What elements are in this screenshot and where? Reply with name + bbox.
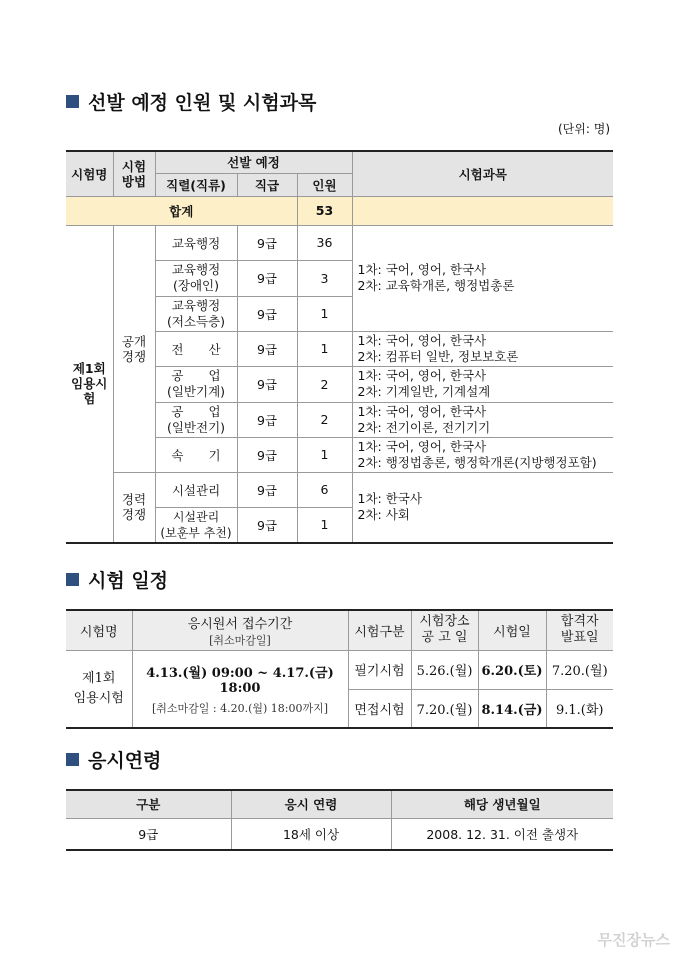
birth-cell: 2008. 12. 31. 이전 출생자: [391, 818, 613, 850]
grade-cell: 9급: [237, 296, 297, 331]
header-exam-name: 시험명: [66, 151, 113, 196]
type-cell: 면접시험: [348, 689, 411, 728]
section2-title: 시험 일정: [66, 566, 168, 593]
grade-cell: 9급: [237, 472, 297, 507]
square-bullet-icon: [66, 95, 79, 108]
grade-cell: 9급: [237, 366, 297, 402]
watermark: 무진장뉴스: [597, 931, 670, 949]
series-cell: 공 업 (일반기계): [155, 366, 237, 402]
header-type: 시험구분: [348, 610, 411, 650]
notice-cell: 7.20.(월): [411, 689, 478, 728]
age-table: [66, 789, 613, 851]
selection-table: [66, 150, 613, 544]
count-cell: 1: [297, 507, 352, 543]
header-grade: 직급: [237, 173, 297, 196]
count-cell: 1: [297, 437, 352, 472]
series-cell: 속 기: [155, 437, 237, 472]
period-cell: 4.13.(월) 09:00 ~ 4.17.(금) 18:00 [취소마감일 : 4.20.(월) 18:00까지]: [132, 650, 348, 728]
type-cell: 필기시험: [348, 650, 411, 689]
method-open-cell: 공개 경쟁: [113, 225, 155, 472]
total-label: 합계: [66, 196, 297, 225]
subjects-cell: 1차: 국어, 영어, 한국사 2차: 행정법총론, 행정학개론(지방행정포함): [352, 437, 613, 472]
header-subjects: 시험과목: [352, 151, 613, 196]
section1-title: 선발 예정 인원 및 시험과목: [66, 88, 316, 115]
series-cell: 교육행정 (장애인): [155, 260, 237, 296]
header-result: 합격자 발표일: [546, 610, 613, 650]
header-planned: 선발 예정: [155, 151, 352, 173]
unit-label: (단위: 명): [558, 122, 610, 136]
method-career-cell: 경력 경쟁: [113, 472, 155, 543]
count-cell: 36: [297, 225, 352, 260]
count-cell: 1: [297, 331, 352, 366]
exam-name-cell: 제1회 임용시험: [66, 650, 132, 728]
header-notice: 시험장소 공 고 일: [411, 610, 478, 650]
grade-cell: 9급: [237, 260, 297, 296]
header-date: 시험일: [478, 610, 546, 650]
grade-cell: 9급: [237, 331, 297, 366]
result-cell: 9.1.(화): [546, 689, 613, 728]
count-cell: 6: [297, 472, 352, 507]
square-bullet-icon: [66, 753, 79, 766]
subjects-cell: 1차: 국어, 영어, 한국사 2차: 기계일반, 기계설계: [352, 366, 613, 402]
age-cell: 18세 이상: [231, 818, 391, 850]
count-cell: 2: [297, 402, 352, 437]
header-category: 구분: [66, 790, 231, 818]
subjects-cell: 1차: 국어, 영어, 한국사 2차: 교육학개론, 행정법총론: [352, 225, 613, 331]
date-cell: 6.20.(토): [478, 650, 546, 689]
category-cell: 9급: [66, 818, 231, 850]
series-cell: 교육행정: [155, 225, 237, 260]
grade-cell: 9급: [237, 225, 297, 260]
count-cell: 1: [297, 296, 352, 331]
series-cell: 교육행정 (저소득층): [155, 296, 237, 331]
series-cell: 시설관리 (보훈부 추천): [155, 507, 237, 543]
notice-cell: 5.26.(월): [411, 650, 478, 689]
grade-cell: 9급: [237, 402, 297, 437]
header-job-series: 직렬(직류): [155, 173, 237, 196]
subjects-cell: 1차: 한국사 2차: 사회: [352, 472, 613, 543]
count-cell: 2: [297, 366, 352, 402]
date-cell: 8.14.(금): [478, 689, 546, 728]
header-birth: 해당 생년월일: [391, 790, 613, 818]
section3-title: 응시연령: [66, 746, 161, 773]
header-method: 시험 방법: [113, 151, 155, 196]
subjects-cell: 1차: 국어, 영어, 한국사 2차: 컴퓨터 일반, 정보보호론: [352, 331, 613, 366]
header-age: 응시 연령: [231, 790, 391, 818]
grade-cell: 9급: [237, 507, 297, 543]
result-cell: 7.20.(월): [546, 650, 613, 689]
header-count: 인원: [297, 173, 352, 196]
total-count: 53: [297, 196, 352, 225]
header-period: 응시원서 접수기간 [취소마감일]: [132, 610, 348, 650]
subjects-cell: 1차: 국어, 영어, 한국사 2차: 전기이론, 전기기기: [352, 402, 613, 437]
exam-name-cell: 제1회 임용시 험: [66, 225, 113, 543]
schedule-table: [66, 609, 613, 729]
series-cell: 공 업 (일반전기): [155, 402, 237, 437]
series-cell: 전 산: [155, 331, 237, 366]
count-cell: 3: [297, 260, 352, 296]
total-empty: [352, 196, 613, 225]
square-bullet-icon: [66, 573, 79, 586]
header-exam-name: 시험명: [66, 610, 132, 650]
grade-cell: 9급: [237, 437, 297, 472]
series-cell: 시설관리: [155, 472, 237, 507]
